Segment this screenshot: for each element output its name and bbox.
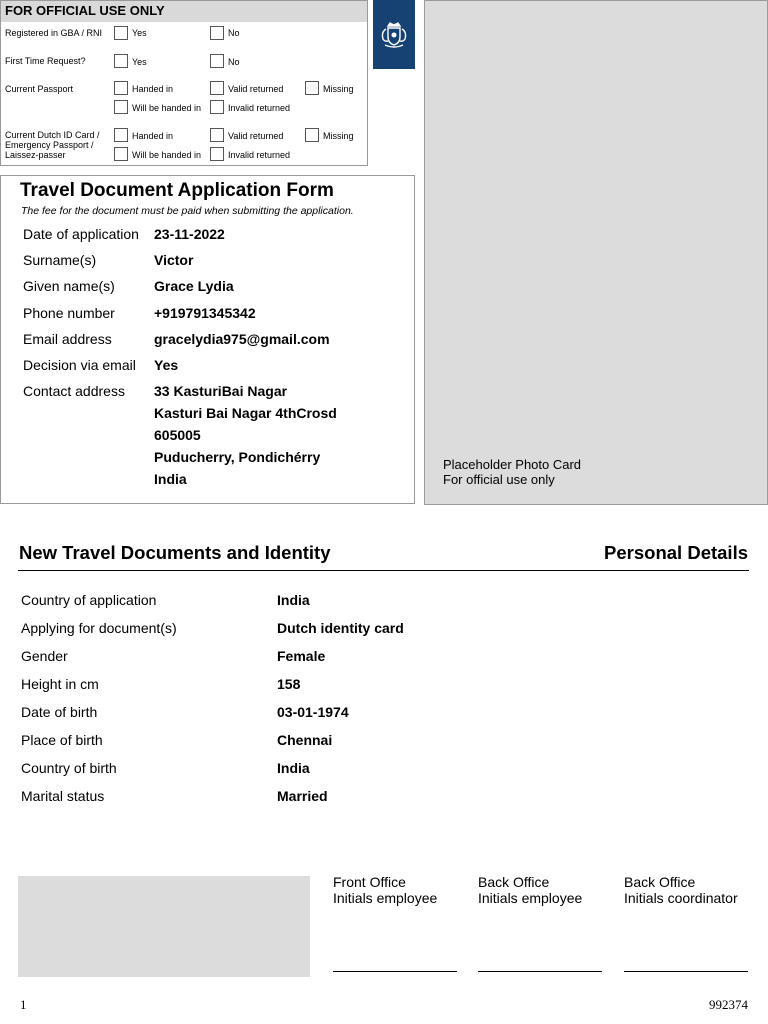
- official-row-first-time: [1, 54, 367, 70]
- official-row-registered: [1, 26, 367, 42]
- official-use-header: FOR OFFICIAL USE ONLY: [1, 1, 367, 22]
- signature-caption: Initials employee: [333, 890, 438, 906]
- checkbox-label: Yes: [132, 28, 147, 38]
- field-label: Country of application: [21, 592, 157, 608]
- application-form-box: [0, 175, 415, 504]
- field-value: Chennai: [277, 732, 333, 748]
- checkbox-label: No: [228, 28, 240, 38]
- checkbox-label: Valid returned: [228, 131, 284, 141]
- signature-caption: Initials employee: [478, 890, 583, 906]
- address-line: Kasturi Bai Nagar 4thCrosd: [154, 405, 337, 421]
- field-label: Gender: [21, 648, 68, 664]
- official-row-label: Current Passport: [5, 84, 74, 94]
- checkbox-label: Missing: [323, 131, 354, 141]
- checkbox-id-handed-in[interactable]: [114, 128, 128, 142]
- checkbox-label: Will be handed in: [132, 103, 202, 113]
- section-subtitle: Personal Details: [604, 542, 748, 563]
- field-label: Decision via email: [23, 357, 136, 373]
- field-value: +919791345342: [154, 305, 256, 321]
- checkbox-label: Handed in: [132, 84, 174, 94]
- field-value: Female: [277, 648, 326, 664]
- official-row-passport: [1, 81, 367, 117]
- checkbox-label: Handed in: [132, 131, 174, 141]
- checkbox-passport-missing[interactable]: [305, 81, 319, 95]
- field-label: Email address: [23, 331, 112, 347]
- signature-front-office: [333, 874, 459, 906]
- field-value: Yes: [154, 357, 179, 373]
- address-line: Puducherry, Pondichérry: [154, 449, 321, 465]
- official-row-label: Registered in GBA / RNI: [5, 28, 103, 38]
- signature-role: Front Office: [333, 874, 406, 890]
- checkbox-label: Missing: [323, 84, 354, 94]
- checkbox-id-valid-returned[interactable]: [210, 128, 224, 142]
- checkbox-passport-valid-returned[interactable]: [210, 81, 224, 95]
- field-value: India: [277, 592, 310, 608]
- document-number: 992374: [709, 997, 748, 1012]
- checkbox-first-time-yes[interactable]: [114, 54, 128, 68]
- photo-card-caption: Placeholder Photo Card: [443, 457, 582, 472]
- field-value: 158: [277, 676, 301, 692]
- checkbox-first-time-no[interactable]: [210, 54, 224, 68]
- official-row-label: First Time Request?: [5, 56, 86, 66]
- signature-back-office-coordinator: [624, 874, 750, 906]
- field-value: Dutch identity card: [277, 620, 404, 636]
- signature-role: Back Office: [624, 874, 696, 890]
- official-row-dutch-id: [1, 128, 367, 164]
- field-label: Contact address: [23, 383, 125, 399]
- field-label: Height in cm: [21, 676, 99, 692]
- signature-line[interactable]: [624, 971, 748, 972]
- field-value: 03-01-1974: [277, 704, 349, 720]
- signature-caption: Initials coordinator: [624, 890, 738, 906]
- field-value: India: [277, 760, 310, 776]
- field-value: Victor: [154, 252, 194, 268]
- checkbox-id-will-be-handed-in[interactable]: [114, 147, 128, 161]
- field-label: Marital status: [21, 788, 105, 804]
- signature-back-office-employee: [478, 874, 604, 906]
- address-line: 605005: [154, 427, 201, 443]
- checkbox-label: Yes: [132, 57, 147, 67]
- signature-line[interactable]: [478, 971, 602, 972]
- office-stamp-area: [18, 876, 310, 977]
- checkbox-label: Invalid returned: [228, 103, 291, 113]
- checkbox-label: No: [228, 57, 240, 67]
- address-line: 33 KasturiBai Nagar: [154, 383, 288, 399]
- field-label: Applying for document(s): [21, 620, 177, 636]
- field-value: Grace Lydia: [154, 278, 234, 294]
- checkbox-label: Invalid returned: [228, 150, 291, 160]
- checkbox-registered-yes[interactable]: [114, 26, 128, 40]
- field-label: Country of birth: [21, 760, 117, 776]
- field-value: gracelydia975@gmail.com: [154, 331, 330, 347]
- section-title: New Travel Documents and Identity: [19, 542, 331, 563]
- checkbox-id-invalid-returned[interactable]: [210, 147, 224, 161]
- page-number: 1: [20, 997, 27, 1012]
- address-line: India: [154, 471, 187, 487]
- official-row-label: Current Dutch ID Card / Emergency Passport / Laissez-passer: [5, 130, 100, 160]
- field-label: Place of birth: [21, 732, 103, 748]
- photo-card-placeholder: [424, 0, 768, 505]
- checkbox-label: Valid returned: [228, 84, 284, 94]
- checkbox-passport-invalid-returned[interactable]: [210, 100, 224, 114]
- official-use-box: [0, 0, 368, 166]
- field-value: 23-11-2022: [154, 226, 225, 242]
- field-label: Given name(s): [23, 278, 115, 294]
- field-label: Date of application: [23, 226, 139, 242]
- section-divider: [18, 570, 749, 571]
- signature-role: Back Office: [478, 874, 550, 890]
- form-subtitle: The fee for the document must be paid when submitting the application.: [21, 205, 354, 217]
- checkbox-id-missing[interactable]: [305, 128, 319, 142]
- photo-card-note: For official use only: [443, 472, 555, 487]
- form-title: Travel Document Application Form: [20, 180, 334, 201]
- field-label: Phone number: [23, 305, 115, 321]
- checkbox-label: Will be handed in: [132, 150, 202, 160]
- checkbox-passport-will-be-handed-in[interactable]: [114, 100, 128, 114]
- signature-line[interactable]: [333, 971, 457, 972]
- field-label: Surname(s): [23, 252, 97, 268]
- checkbox-passport-handed-in[interactable]: [114, 81, 128, 95]
- field-value: Married: [277, 788, 328, 804]
- field-label: Date of birth: [21, 704, 98, 720]
- royal-coat-of-arms-icon: [373, 0, 415, 69]
- checkbox-registered-no[interactable]: [210, 26, 224, 40]
